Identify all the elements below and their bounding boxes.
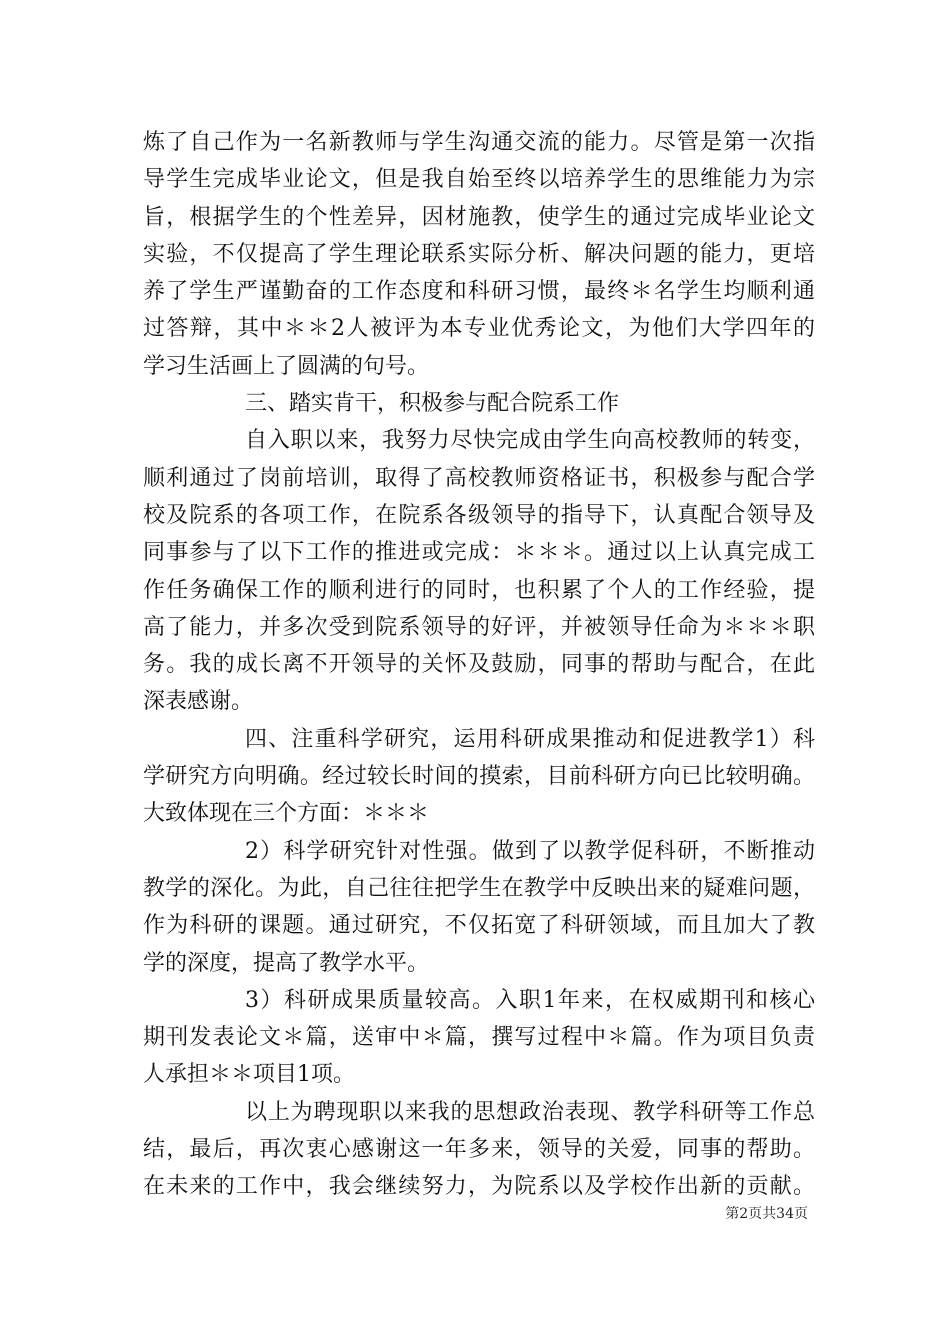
- text-line: 顺利通过了岗前培训，取得了高校教师资格证书，积极参与配合学: [143, 465, 815, 491]
- text-line: 养了学生严谨勤奋的工作态度和科研习惯，最终＊名学生均顺利通: [143, 279, 815, 305]
- text-line: 3）科研成果质量较高。入职1年来，在权威期刊和核心: [245, 987, 815, 1013]
- text-line: 以上为聘现职以来我的思想政治表现、教学科研等工作总: [245, 1099, 815, 1125]
- text-line: 期刊发表论文＊篇，送审中＊篇，撰写过程中＊篇。作为项目负责: [143, 1025, 815, 1051]
- text-line: 校及院系的各项工作，在院系各级领导的指导下，认真配合领导及: [143, 502, 815, 528]
- text-line: 结，最后，再次衷心感谢这一年多来，领导的关爱，同事的帮助。: [143, 1137, 815, 1163]
- text-line: 深表感谢。: [143, 689, 254, 715]
- text-line: 炼了自己作为一名新教师与学生沟通交流的能力。尽管是第一次指: [143, 130, 815, 155]
- text-line: 作任务确保工作的顺利进行的同时，也积累了个人的工作经验，提: [143, 577, 815, 603]
- text-line: 自入职以来，我努力尽快完成由学生向高校教师的转变，: [245, 428, 815, 454]
- text-line: 过答辩，其中＊＊2人被评为本专业优秀论文，为他们大学四年的: [143, 316, 815, 342]
- page-number: 第2页共34页: [725, 1206, 808, 1222]
- text-line: 旨，根据学生的个性差异，因材施教，使学生的通过完成毕业论文: [143, 204, 815, 230]
- text-line: 学的深度，提高了教学水平。: [143, 950, 430, 976]
- text-line: 2）科学研究针对性强。做到了以教学促科研，不断推动: [245, 838, 815, 864]
- text-line: 学研究方向明确。经过较长时间的摸索，目前科研方向已比较明确。: [143, 764, 815, 790]
- text-line: 同事参与了以下工作的推进或完成：＊＊＊。通过以上认真完成工: [143, 540, 815, 566]
- section-heading: 三、踏实肯干，积极参与配合院系工作: [245, 391, 620, 417]
- text-line: 作为科研的课题。通过研究，不仅拓宽了科研领域，而且加大了教: [143, 913, 815, 939]
- text-line: 在未来的工作中，我会继续努力，为院系以及学校作出新的贡献。: [143, 1174, 815, 1200]
- text-line: 务。我的成长离不开领导的关怀及鼓励，同事的帮助与配合，在此: [143, 652, 815, 678]
- text-line: 大致体现在三个方面：＊＊＊: [143, 801, 430, 827]
- text-line: 导学生完成毕业论文，但是我自始至终以培养学生的思维能力为宗: [143, 167, 815, 193]
- section-heading: 四、注重科学研究，运用科研成果推动和促进教学1）科: [245, 726, 815, 752]
- text-line: 高了能力，并多次受到院系领导的好评，并被领导任命为＊＊＊职: [143, 614, 815, 640]
- text-line: 教学的深化。为此，自己往往把学生在教学中反映出来的疑难问题，: [143, 875, 815, 901]
- text-line: 学习生活画上了圆满的句号。: [143, 353, 430, 379]
- text-line: 实验，不仅提高了学生理论联系实际分析、解决问题的能力，更培: [143, 241, 815, 267]
- document-body: [143, 124, 815, 1206]
- text-line: 人承担＊＊项目1项。: [143, 1062, 355, 1088]
